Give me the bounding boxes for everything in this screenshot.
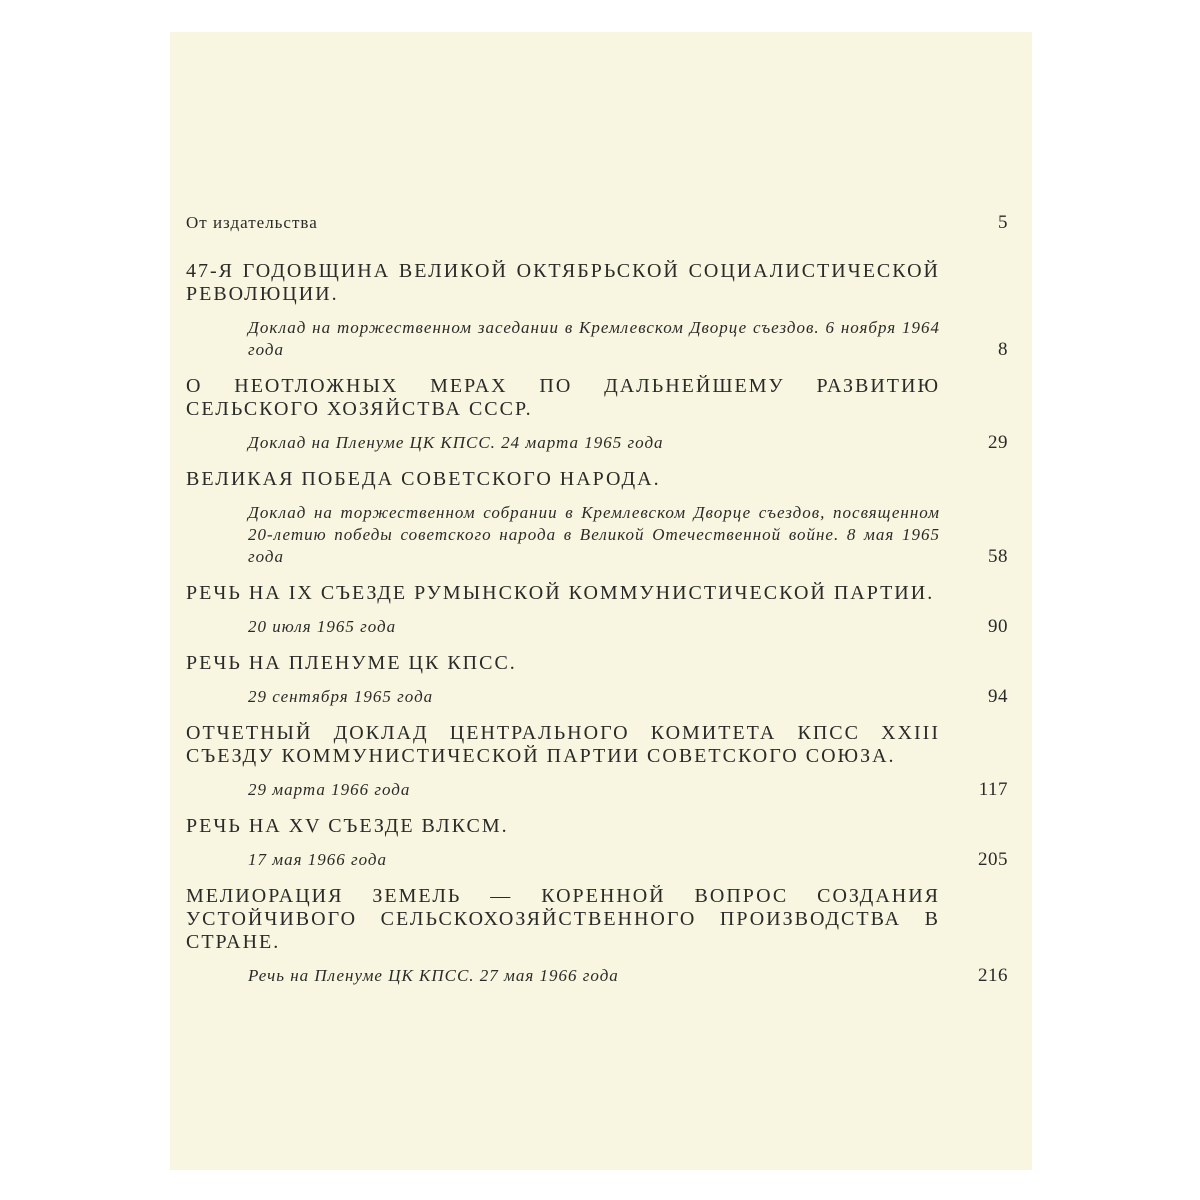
toc-entry-subtitle: 20 июля 1965 года: [248, 617, 397, 636]
toc-entry-page: 117: [978, 779, 1008, 800]
toc-entry-page: 8: [998, 339, 1008, 360]
toc-entry-subtitle: Речь на Пленуме ЦК КПСС. 27 мая 1966 года: [248, 966, 619, 985]
toc-entry-title: ВЕЛИКАЯ ПОБЕДА СОВЕТСКОГО НАРОДА.: [186, 468, 661, 490]
toc-entry: [186, 582, 1008, 638]
toc-entry: [186, 815, 1008, 871]
toc-entry-title: 47-Я ГОДОВЩИНА ВЕЛИКОЙ ОКТЯБРЬСКОЙ СОЦИАЛИСТИЧЕСКОЙ РЕВОЛЮЦИИ.: [186, 260, 940, 305]
toc-entry-page: 58: [988, 546, 1008, 567]
toc-entry-subtitle: Доклад на торжественном собрании в Кремлевском Дворце съездов, посвященном 20-летию победы советского народа в Великой Отечественной войне. 8 мая 1965 года: [248, 503, 940, 566]
toc-entry: [186, 260, 1008, 361]
toc-preface: [186, 208, 1008, 238]
toc-entry-page: 205: [978, 849, 1008, 870]
toc-entry-subtitle: Доклад на Пленуме ЦК КПСС. 24 марта 1965 года: [248, 433, 664, 452]
toc-preface-label: От издательства: [186, 213, 318, 232]
toc-entry-page: 90: [988, 616, 1008, 637]
toc-entry: [186, 468, 1008, 568]
toc-entry-subtitle: 29 марта 1966 года: [248, 780, 411, 799]
toc-entry-subtitle: 29 сентября 1965 года: [248, 687, 434, 706]
toc-entry-title: РЕЧЬ НА XV СЪЕЗДЕ ВЛКСМ.: [186, 815, 509, 837]
toc-entry-page: 216: [978, 965, 1008, 986]
toc-entry-subtitle: Доклад на торжественном заседании в Кремлевском Дворце съездов. 6 ноября 1964 года: [248, 318, 940, 359]
toc-entry-title: ОТЧЕТНЫЙ ДОКЛАД ЦЕНТРАЛЬНОГО КОМИТЕТА КПСС XXIII СЪЕЗДУ КОММУНИСТИЧЕСКОЙ ПАРТИИ СОВЕТСКОГО СОЮЗА.: [186, 722, 940, 767]
toc-entry: [186, 375, 1008, 454]
toc-entry: [186, 722, 1008, 801]
toc-entry-page: 29: [988, 432, 1008, 453]
table-of-contents: [186, 208, 1008, 987]
toc-entry: [186, 652, 1008, 708]
toc-entry-title: МЕЛИОРАЦИЯ ЗЕМЕЛЬ — КОРЕННОЙ ВОПРОС СОЗДАНИЯ УСТОЙЧИВОГО СЕЛЬСКОХОЗЯЙСТВЕННОГО ПРОИЗВОДСТВА В СТРАНЕ.: [186, 885, 940, 953]
toc-preface-page: 5: [998, 212, 1008, 233]
toc-entry-page: 94: [988, 686, 1008, 707]
toc-entry: [186, 885, 1008, 987]
toc-entry-title: О НЕОТЛОЖНЫХ МЕРАХ ПО ДАЛЬНЕЙШЕМУ РАЗВИТИЮ СЕЛЬСКОГО ХОЗЯЙСТВА СССР.: [186, 375, 940, 420]
toc-entry-title: РЕЧЬ НА IX СЪЕЗДЕ РУМЫНСКОЙ КОММУНИСТИЧЕСКОЙ ПАРТИИ.: [186, 582, 935, 604]
toc-entry-title: РЕЧЬ НА ПЛЕНУМЕ ЦК КПСС.: [186, 652, 517, 674]
toc-entry-subtitle: 17 мая 1966 года: [248, 850, 388, 869]
